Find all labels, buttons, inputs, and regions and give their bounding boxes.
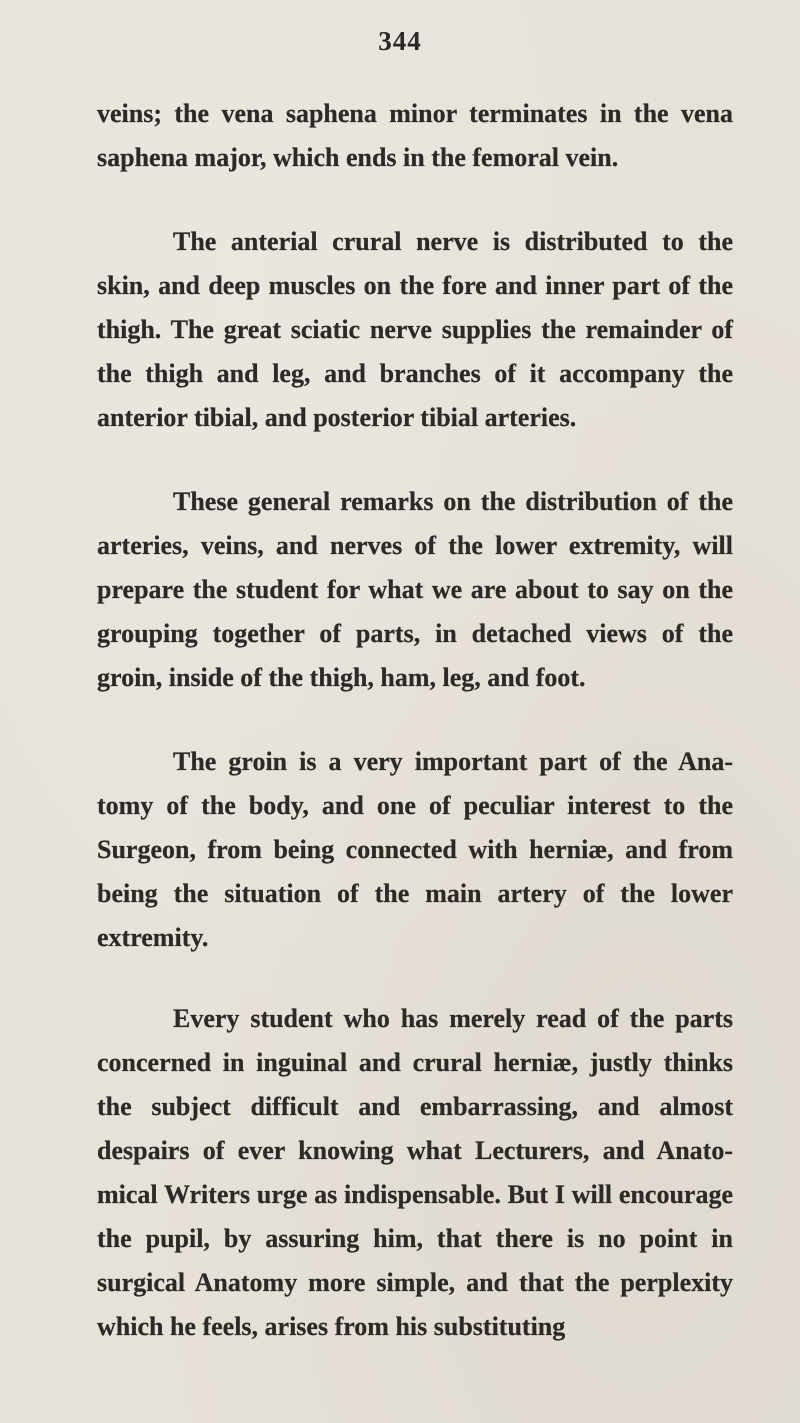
paragraph-3: These general remarks on the distribution of the arteries, veins, and nerves of the lower extremity, will prepare the student for what we are about to say on the grouping together of parts, in detached views of the groin, inside of the thigh, ham, leg, and foot.: [97, 487, 733, 692]
paragraph-2: The anterial crural nerve is distributed to the skin, and deep muscles on the fore and inner part of the thigh. The great sciatic nerve supplies the remainder of the thigh and leg, and branches of it accompany the anterior tibial, and posterior tibial arteries.: [97, 227, 733, 432]
page-body-text: [97, 92, 733, 1349]
paragraph-4: The groin is a very important part of the Ana-tomy of the body, and one of peculiar interest to the Surgeon, from being connected with herniæ, and from being the situation of the main artery of the lower extremity.: [97, 747, 733, 952]
paragraph-1: veins; the vena saphena minor terminates in the vena saphena major, which ends in the femoral vein.: [97, 99, 733, 172]
paragraph-5: Every student who has merely read of the parts concerned in inguinal and crural herniæ, justly thinks the subject difficult and embarrassing, and almost despairs of ever knowing what Lecturers, and Anato-mical Writers urge as indispensable. But I will encourage the pupil, by assuring him, that there is no point in surgical Anatomy more simple, and that the perplexity which he feels, arises from his substituting: [97, 1004, 733, 1341]
page-number: 344: [378, 26, 422, 56]
